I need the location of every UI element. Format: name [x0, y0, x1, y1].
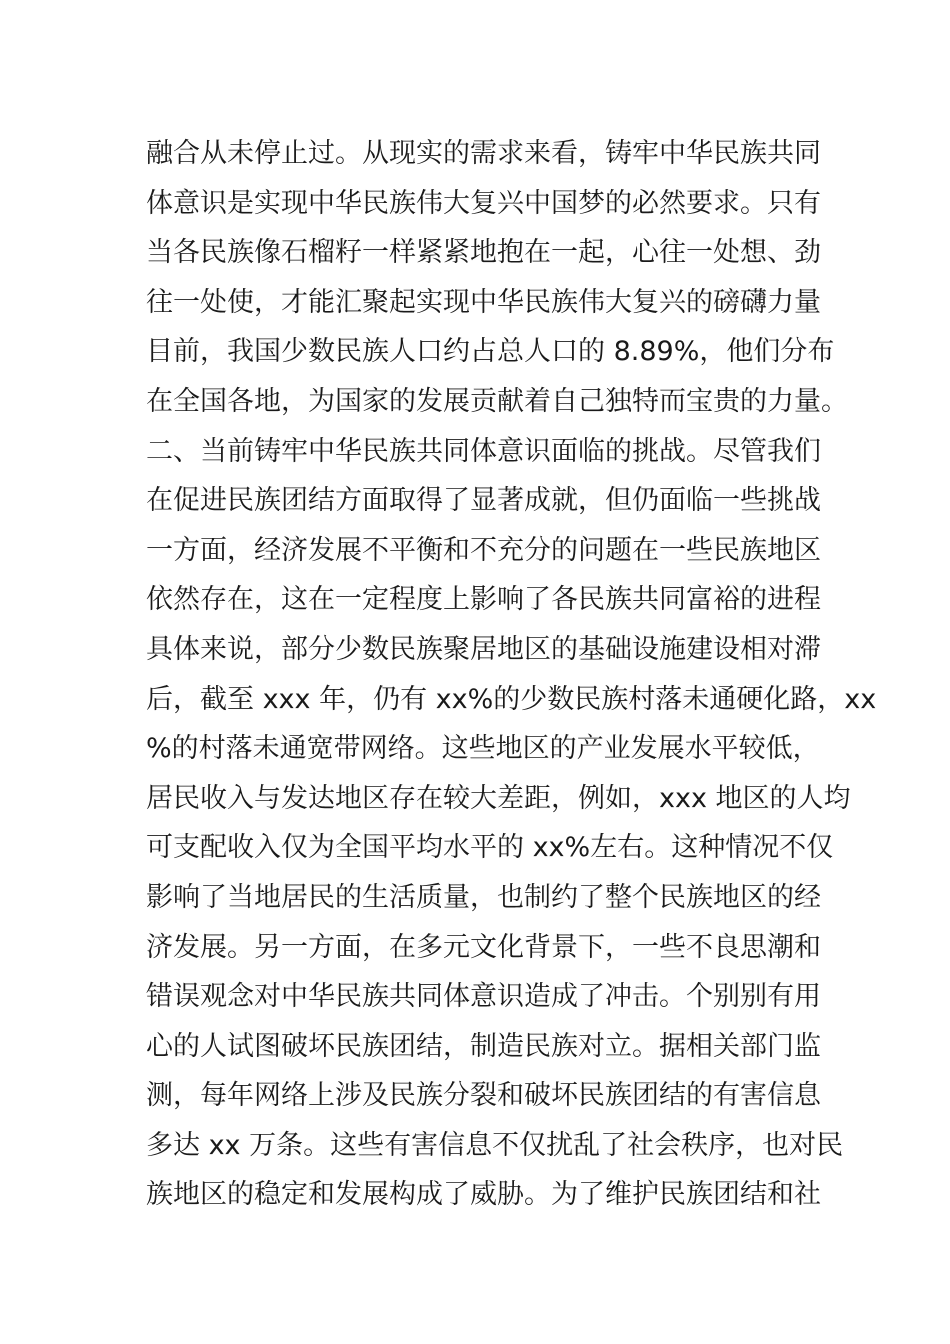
- text-line: 济发展。另一方面，在多元文化背景下，一些不良思潮和: [146, 931, 821, 963]
- text-line: 心的人试图破坏民族团结，制造民族对立。据相关部门监: [146, 1030, 821, 1062]
- text-line: 体意识是实现中华民族伟大复兴中国梦的必然要求。只有: [146, 187, 821, 219]
- text-line: 当各民族像石榴籽一样紧紧地抱在一起，心往一处想、劲: [146, 237, 821, 269]
- text-line: 错误观念对中华民族共同体意识造成了冲击。个别别有用: [146, 981, 821, 1013]
- text-line: 具体来说，部分少数民族聚居地区的基础设施建设相对滞: [146, 633, 821, 665]
- text-line: 目前，我国少数民族人口约占总人口的 8.89%，他们分布: [146, 336, 835, 368]
- text-line: 多达 xx 万条。这些有害信息不仅扰乱了社会秩序，也对民: [146, 1129, 844, 1161]
- text-line: 二、当前铸牢中华民族共同体意识面临的挑战。尽管我们: [146, 435, 821, 467]
- text-line: 族地区的稳定和发展构成了威胁。为了维护民族团结和社: [146, 1179, 821, 1211]
- body-text: [146, 129, 877, 1220]
- text-line: 一方面，经济发展不平衡和不充分的问题在一些民族地区: [146, 534, 821, 566]
- text-line: 依然存在，这在一定程度上影响了各民族共同富裕的进程: [146, 584, 821, 616]
- text-line: %的村落未通宽带网络。这些地区的产业发展水平较低，: [146, 733, 820, 765]
- text-line: 融合从未停止过。从现实的需求来看，铸牢中华民族共同: [146, 138, 821, 169]
- text-line: 往一处使，才能汇聚起实现中华民族伟大复兴的磅礴力量: [146, 286, 821, 318]
- text-line: 影响了当地居民的生活质量，也制约了整个民族地区的经: [146, 881, 821, 913]
- text-line: 测，每年网络上涉及民族分裂和破坏民族团结的有害信息: [146, 1080, 821, 1112]
- text-line: 在全国各地，为国家的发展贡献着自己独特而宝贵的力量。: [146, 385, 848, 417]
- text-line: 在促进民族团结方面取得了显著成就，但仍面临一些挑战: [146, 485, 821, 517]
- text-line: 居民收入与发达地区存在较大差距，例如，xxx 地区的人均: [146, 782, 851, 814]
- text-line: 后，截至 xxx 年，仍有 xx%的少数民族村落未通硬化路，xx: [146, 683, 877, 715]
- text-line: 可支配收入仅为全国平均水平的 xx%左右。这种情况不仅: [146, 832, 834, 864]
